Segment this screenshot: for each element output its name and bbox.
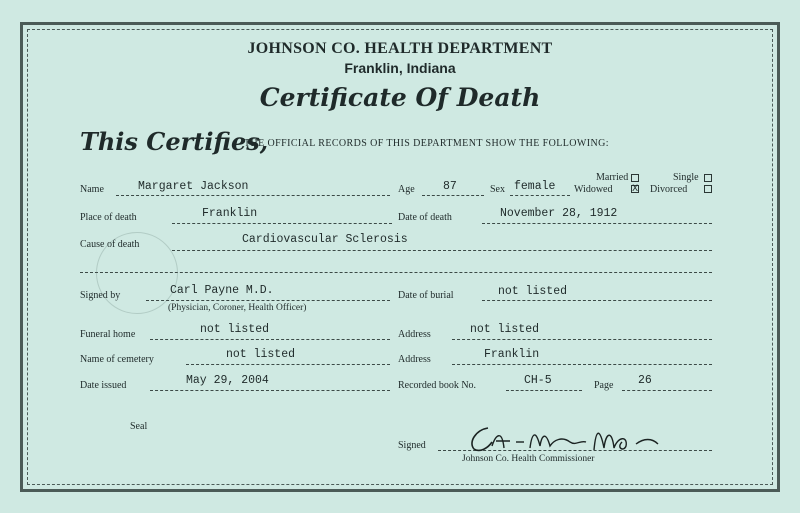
- funeral-address-line: [452, 339, 712, 340]
- age-label: Age: [398, 184, 415, 195]
- department-location: Franklin, Indiana: [344, 60, 456, 76]
- this-certifies-heading: This Certifies,: [80, 127, 269, 156]
- date-of-death-value: November 28, 1912: [500, 207, 618, 220]
- sex-value: female: [514, 180, 556, 193]
- single-checkbox: [704, 174, 712, 182]
- signed-by-note: (Physician, Coroner, Health Officer): [168, 303, 307, 313]
- cemetery-value: not listed: [226, 348, 296, 361]
- department-name: JOHNSON CO. HEALTH DEPARTMENT: [247, 40, 553, 57]
- place-of-death-line: [172, 223, 392, 224]
- widowed-label: Widowed: [574, 184, 613, 195]
- commissioner-signature: [466, 422, 676, 456]
- signed-by-label: Signed by: [80, 290, 121, 301]
- signed-by-value: Carl Payne M.D.: [170, 284, 274, 297]
- married-label: Married: [596, 172, 629, 183]
- funeral-address-label: Address: [398, 329, 431, 340]
- page-value: 26: [638, 374, 652, 387]
- place-of-death-label: Place of death: [80, 212, 137, 223]
- cemetery-address-line: [452, 364, 712, 365]
- cause-of-death-value: Cardiovascular Sclerosis: [242, 233, 408, 246]
- widowed-check-mark: X: [632, 184, 639, 194]
- cause-of-death-label: Cause of death: [80, 239, 140, 250]
- funeral-address-value: not listed: [470, 323, 540, 336]
- certifies-statement: THE OFFICIAL RECORDS OF THIS DEPARTMENT SHOW THE FOLLOWING:: [244, 138, 609, 149]
- page-label: Page: [594, 380, 614, 391]
- date-of-burial-line: [482, 300, 712, 301]
- funeral-home-value: not listed: [200, 323, 270, 336]
- signed-label: Signed: [398, 440, 426, 451]
- sex-line: [510, 195, 570, 196]
- name-value: Margaret Jackson: [138, 180, 249, 193]
- funeral-home-label: Funeral home: [80, 329, 136, 340]
- date-of-death-label: Date of death: [398, 212, 452, 223]
- recorded-book-line: [506, 390, 582, 391]
- name-label: Name: [80, 184, 104, 195]
- cemetery-address-label: Address: [398, 354, 431, 365]
- single-label: Single: [673, 172, 699, 183]
- date-issued-line: [150, 390, 390, 391]
- date-of-burial-value: not listed: [498, 285, 568, 298]
- divorced-label: Divorced: [650, 184, 688, 195]
- divorced-checkbox: [704, 185, 712, 193]
- widowed-checkbox: [631, 185, 639, 193]
- age-line: [422, 195, 484, 196]
- sex-label: Sex: [490, 184, 505, 195]
- cemetery-address-value: Franklin: [484, 348, 540, 361]
- recorded-book-value: CH-5: [524, 374, 552, 387]
- age-value: 87: [443, 180, 457, 193]
- seal-label: Seal: [130, 421, 148, 432]
- commissioner-title: Johnson Co. Health Commissioner: [462, 454, 595, 464]
- document-title: Certificate Of Death: [259, 83, 541, 112]
- place-of-death-value: Franklin: [202, 207, 258, 220]
- cause-of-death-line: [172, 250, 712, 251]
- date-of-burial-label: Date of burial: [398, 290, 454, 301]
- cemetery-label: Name of cemetery: [80, 354, 154, 365]
- date-issued-value: May 29, 2004: [186, 374, 269, 387]
- date-issued-label: Date issued: [80, 380, 127, 391]
- signed-by-line: [146, 300, 390, 301]
- date-of-death-line: [482, 223, 712, 224]
- cemetery-line: [186, 364, 390, 365]
- married-checkbox: [631, 174, 639, 182]
- funeral-home-line: [150, 339, 390, 340]
- recorded-book-label: Recorded book No.: [398, 380, 477, 391]
- faint-seal-impression: [96, 232, 178, 314]
- page-line: [622, 390, 712, 391]
- name-line: [116, 195, 390, 196]
